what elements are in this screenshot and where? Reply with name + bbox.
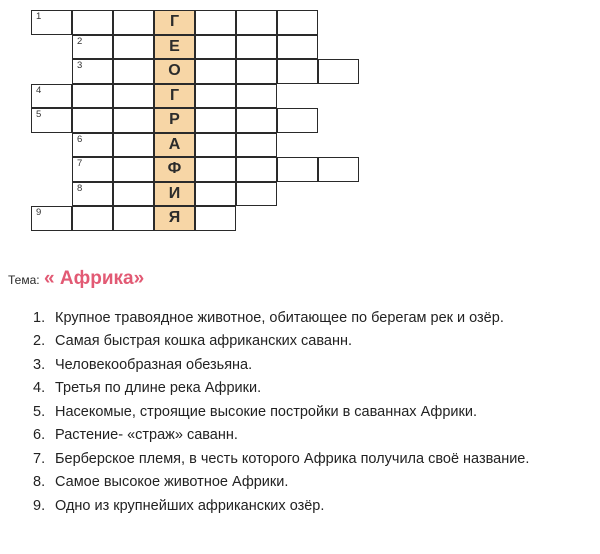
clue-number: 3. [33, 356, 46, 373]
clue-item [33, 471, 529, 495]
crossword-cell[interactable] [113, 84, 154, 109]
key-cell[interactable] [154, 35, 195, 60]
crossword-cell[interactable] [195, 35, 236, 60]
crossword-cell[interactable] [31, 84, 72, 109]
clue-list [33, 306, 529, 518]
crossword-cell[interactable] [72, 59, 113, 84]
row-number: 2 [77, 35, 83, 47]
crossword-cell[interactable] [72, 108, 113, 133]
crossword-cell[interactable] [72, 182, 113, 207]
key-cell[interactable] [154, 206, 195, 231]
key-letter: Ф [167, 160, 182, 178]
crossword-cell[interactable] [72, 206, 113, 231]
clue-text: Третья по длине река Африки. [55, 380, 262, 397]
row-number: 1 [36, 11, 42, 22]
crossword-cell[interactable] [236, 35, 277, 60]
crossword-cell[interactable] [72, 10, 113, 35]
crossword-cell[interactable] [31, 10, 72, 35]
theme-line [8, 268, 144, 290]
row-number: 9 [36, 207, 42, 218]
row-number: 4 [36, 84, 42, 96]
theme-label: Тема: [8, 273, 40, 287]
crossword-cell[interactable] [195, 84, 236, 109]
clue-text: Одно из крупнейших африканских озёр. [55, 497, 325, 514]
crossword-cell[interactable] [31, 108, 72, 133]
crossword-cell[interactable] [195, 59, 236, 84]
clue-text: Растение- «страж» саванн. [55, 427, 238, 444]
clue-text: Самое высокое животное Африки. [55, 474, 289, 491]
clue-number: 7. [33, 450, 46, 467]
crossword-cell[interactable] [195, 10, 236, 35]
clue-number: 1. [33, 309, 46, 326]
crossword-cell[interactable] [195, 108, 236, 133]
clue-item [33, 377, 529, 401]
clue-item [33, 400, 529, 424]
crossword-cell[interactable] [113, 133, 154, 158]
key-cell[interactable] [154, 59, 195, 84]
clue-text: Берберское племя, в честь которого Африка получила своё название. [55, 450, 530, 467]
crossword-cell[interactable] [236, 133, 277, 158]
crossword-cell[interactable] [277, 157, 318, 182]
crossword-cell[interactable] [72, 157, 113, 182]
key-letter: Р [169, 111, 180, 129]
key-cell[interactable] [154, 182, 195, 207]
theme-title: « Африка» [44, 268, 145, 289]
clue-text: Человекообразная обезьяна. [55, 356, 253, 373]
clue-number: 9. [33, 497, 46, 514]
clue-item [33, 353, 529, 377]
crossword-cell[interactable] [31, 206, 72, 231]
clue-number: 8. [33, 474, 46, 491]
clue-item [33, 306, 529, 330]
crossword-cell[interactable] [195, 206, 236, 231]
key-letter: Е [169, 37, 180, 55]
key-cell[interactable] [154, 108, 195, 133]
key-cell[interactable] [154, 157, 195, 182]
crossword-cell[interactable] [113, 157, 154, 182]
key-cell[interactable] [154, 84, 195, 109]
row-number: 5 [36, 109, 42, 120]
crossword-cell[interactable] [72, 84, 113, 109]
crossword-cell[interactable] [236, 182, 277, 207]
key-letter: Я [168, 209, 181, 227]
crossword-cell[interactable] [113, 206, 154, 231]
crossword-cell[interactable] [236, 108, 277, 133]
row-number: 7 [77, 158, 83, 169]
clue-item [33, 494, 529, 518]
crossword-cell[interactable] [236, 157, 277, 182]
crossword-cell[interactable] [277, 108, 318, 133]
crossword-cell[interactable] [72, 35, 113, 60]
key-letter: Г [169, 86, 180, 104]
crossword-cell[interactable] [72, 133, 113, 158]
crossword-cell[interactable] [195, 182, 236, 207]
key-letter: Г [169, 13, 180, 31]
clue-item [33, 330, 529, 354]
crossword-cell[interactable] [277, 35, 318, 60]
row-number: 6 [77, 133, 83, 145]
clue-text: Крупное травоядное животное, обитающее по берегам рек и озёр. [55, 309, 504, 326]
crossword-cell[interactable] [113, 182, 154, 207]
clue-item [33, 424, 529, 448]
clue-number: 2. [33, 333, 46, 350]
clue-number: 4. [33, 380, 46, 397]
clue-text: Насекомые, строящие высокие постройки в саваннах Африки. [55, 403, 477, 420]
crossword-cell[interactable] [113, 35, 154, 60]
clue-text: Самая быстрая кошка африканских саванн. [55, 333, 353, 350]
key-letter: О [168, 62, 181, 80]
clue-number: 5. [33, 403, 46, 420]
row-number: 8 [77, 182, 83, 194]
crossword-cell[interactable] [113, 59, 154, 84]
crossword-cell[interactable] [318, 59, 359, 84]
crossword-grid [0, 0, 600, 240]
key-cell[interactable] [154, 133, 195, 158]
crossword-cell[interactable] [113, 10, 154, 35]
crossword-cell[interactable] [236, 59, 277, 84]
key-letter: А [168, 135, 181, 153]
clue-item [33, 447, 529, 471]
crossword-cell[interactable] [113, 108, 154, 133]
crossword-cell[interactable] [277, 10, 318, 35]
crossword-cell[interactable] [277, 59, 318, 84]
crossword-cell[interactable] [195, 133, 236, 158]
clue-number: 6. [33, 427, 46, 444]
crossword-cell[interactable] [236, 10, 277, 35]
crossword-cell[interactable] [318, 157, 359, 182]
crossword-cell[interactable] [236, 84, 277, 109]
crossword-cell[interactable] [195, 157, 236, 182]
key-cell[interactable] [154, 10, 195, 35]
row-number: 3 [77, 60, 83, 71]
key-letter: И [168, 184, 181, 202]
